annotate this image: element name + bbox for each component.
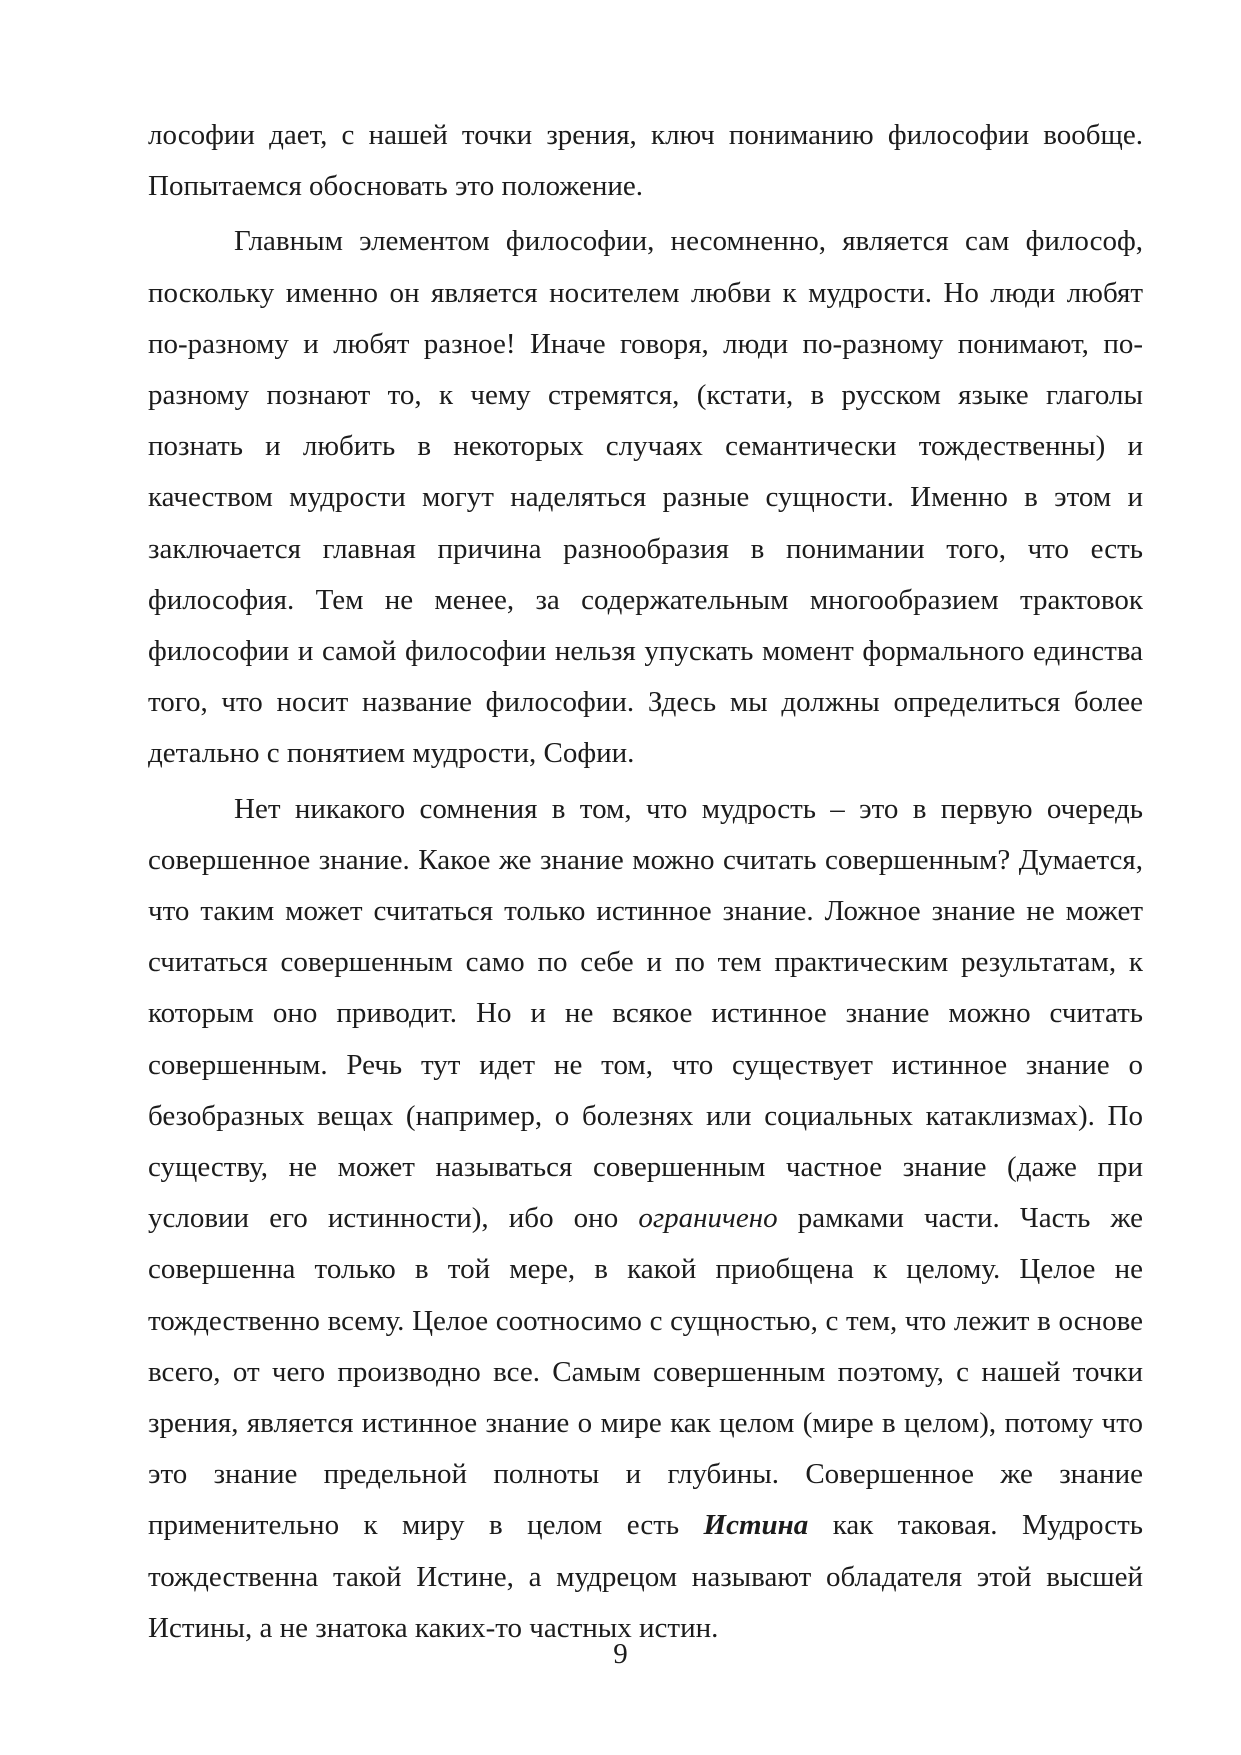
paragraph-1: лософии дает, с нашей точки зрения, ключ пониманию философии вообще. Попытаемся обосновать это положение. — [148, 119, 1143, 203]
body-text — [148, 110, 1143, 1654]
italic-term-ogranicheno: ограничено — [638, 1202, 778, 1235]
paragraph-3-text-3: как таковая. Мудрость тождественна такой Истине, а мудрецом называют обладателя этой высшей Истины, а не знатока каких-то частных истин. — [148, 1509, 1143, 1644]
bold-italic-term-istina: Истина — [703, 1509, 809, 1542]
paragraph-3-text-1: Нет никакого сомнения в том, что мудрость – это в первую очередь совершенное знание. Какое же знание можно считать совершенным? Думается, что таким может считаться только истинное знание. Ложное знание не может считаться совершенным само по себе и по тем практическим результатам, к которым оно приводит. Но и не всякое истинное знание можно считать совершенным. Речь тут идет не том, что существует истинное знание о безобразных вещах (например, о болезнях или социальных катаклизмах). По существу, не может называться совершенным частное знание (даже при условии его истинности), ибо оно — [148, 792, 1143, 1235]
page-number: 9 — [613, 1638, 628, 1670]
paragraph-2: Главным элементом философии, несомненно, является сам философ, поскольку именно он является носителем любви к мудрости. Но люди любят по-разному и любят разное! Иначе говоря, люди по-разному понимают, по-разному познают то, к чему стремятся, (кстати, в русском языке глаголы познать и любить в некоторых случаях семантически тождественны) и качеством мудрости могут наделяться разные сущности. Именно в этом и заключается главная причина разнообразия в понимании того, что есть философия. Тем не менее, за содержательным многообразием трактовок философии и самой философии нельзя упускать момент формального единства того, что носит название философии. Здесь мы должны определиться более детально с понятием мудрости, Софии. — [148, 225, 1143, 770]
paragraph-3-text-2: рамками части. Часть же совершенна только в той мере, в какой приобщена к целому. Целое не тождественно всему. Целое соотносимо с сущностью, с тем, что лежит в основе всего, от чего производно все. Самым совершенным поэтому, с нашей точки зрения, является истинное знание о мире как целом (мире в целом), потому что это знание предельной полноты и глубины. Совершенное же знание применительно к миру в целом есть — [148, 1202, 1143, 1542]
paragraph-3 — [148, 784, 1143, 1654]
